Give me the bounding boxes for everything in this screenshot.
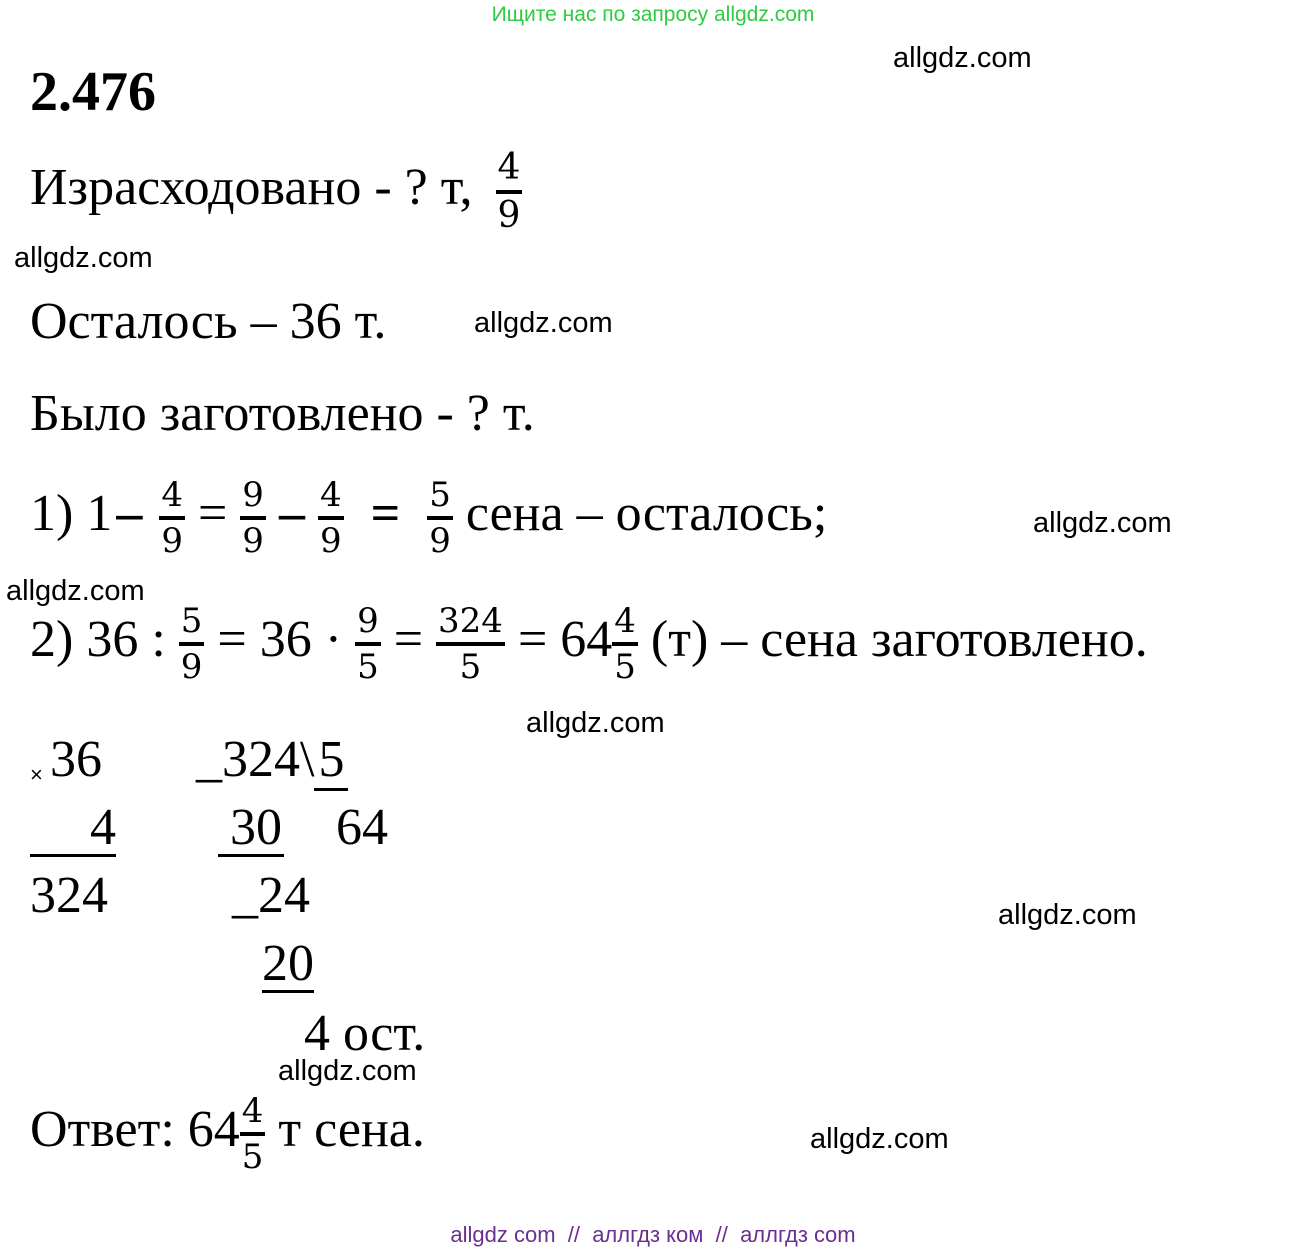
division-dividend-row — [196, 731, 348, 788]
fraction-numerator: 4 — [612, 604, 638, 646]
watermark: allgdz.com — [810, 1123, 949, 1155]
step-2 — [30, 601, 1148, 687]
fraction — [355, 601, 381, 687]
division-divisor: 5 — [314, 731, 348, 791]
division-subtract-1: 30 — [218, 802, 284, 857]
watermark: allgdz.com — [474, 307, 613, 339]
mult-operand-b-text: 4 — [90, 799, 116, 856]
condition-spent-text: Израсходовано - ? т, — [30, 158, 473, 216]
step-1-suffix: сена – осталось; — [465, 484, 828, 542]
fraction-denominator: 5 — [241, 1137, 264, 1177]
fraction-denominator: 9 — [242, 521, 264, 561]
answer-fraction — [240, 1091, 266, 1177]
step-1 — [30, 475, 828, 561]
division-rest: 4 ост. — [304, 1005, 426, 1062]
fraction-numerator: 5 — [427, 478, 453, 520]
fraction-numerator: 9 — [355, 604, 381, 646]
fraction-numerator: 4 — [318, 478, 344, 520]
mult-result: 324 — [30, 867, 108, 924]
fraction — [179, 601, 205, 687]
step-1-prefix: 1) 1 — [30, 484, 113, 542]
minus-sign: – — [278, 484, 305, 542]
condition-total: Было заготовлено - ? т. — [30, 385, 535, 442]
division-separator: \ — [300, 731, 315, 788]
division-subtract-2: 20 — [262, 935, 314, 992]
fraction — [427, 475, 453, 561]
watermark: allgdz.com — [526, 707, 665, 739]
answer — [30, 1091, 425, 1177]
answer-suffix: т сена. — [278, 1100, 425, 1158]
fraction — [240, 475, 266, 561]
watermark: allgdz.com — [1033, 507, 1172, 539]
fraction-denominator: 5 — [459, 647, 482, 687]
minus-sign: _ — [232, 867, 258, 924]
fraction-numerator: 9 — [240, 478, 266, 520]
mult-operand-b — [30, 799, 116, 857]
watermark: allgdz.com — [278, 1055, 417, 1087]
answer-prefix: Ответ: 64 — [30, 1100, 240, 1158]
fraction-numerator: 5 — [179, 604, 205, 646]
mult-sign: × — [30, 762, 43, 787]
division-remainder-1: 24 — [258, 867, 310, 924]
problem-number: 2.476 — [30, 61, 156, 123]
step-2-prefix: 2) 36 : — [30, 610, 166, 668]
minus-sign: _ — [196, 731, 222, 788]
fraction-denominator: 5 — [357, 647, 379, 687]
fraction — [436, 601, 505, 687]
fraction-denominator: 9 — [161, 521, 183, 561]
step-2-suffix: (т) – сена заготовлено. — [650, 610, 1148, 668]
division-remainder-row — [232, 867, 310, 924]
condition-spent — [30, 147, 522, 236]
fraction-denominator: 9 — [180, 647, 203, 687]
fraction — [612, 601, 638, 687]
fraction-denominator: 9 — [319, 521, 342, 561]
watermark: allgdz.com — [893, 42, 1032, 74]
top-banner: Ищите нас по запросу allgdz.com — [491, 3, 815, 26]
fraction — [318, 475, 344, 561]
watermark: allgdz.com — [14, 242, 153, 274]
fraction-numerator: 324 — [436, 604, 505, 646]
footer-links: allgdz com // аллгдз ком // аллгдз com — [450, 1222, 856, 1247]
fraction-denominator: 5 — [614, 647, 636, 687]
fraction-denominator: 9 — [497, 195, 521, 236]
mult-operand-a: 36 — [50, 731, 102, 788]
equals-sign: = — [370, 484, 401, 542]
fraction-numerator: 4 — [240, 1094, 266, 1136]
equals-sign: = — [197, 484, 228, 542]
spent-fraction — [496, 147, 523, 236]
watermark: allgdz.com — [6, 575, 145, 607]
division-quotient: 64 — [336, 799, 388, 856]
fraction-denominator: 9 — [429, 521, 451, 561]
watermark: allgdz.com — [998, 899, 1137, 931]
condition-left: Осталось – 36 т. — [30, 293, 387, 350]
fraction — [159, 475, 185, 561]
equals-sign: = — [393, 610, 424, 668]
fraction-numerator: 4 — [496, 150, 523, 194]
minus-sign: – — [116, 484, 143, 542]
division-dividend: 324 — [222, 731, 300, 788]
step-2-middle: = 36 · — [217, 610, 343, 668]
step-2-result: = 64 — [517, 610, 613, 668]
fraction-numerator: 4 — [159, 478, 185, 520]
